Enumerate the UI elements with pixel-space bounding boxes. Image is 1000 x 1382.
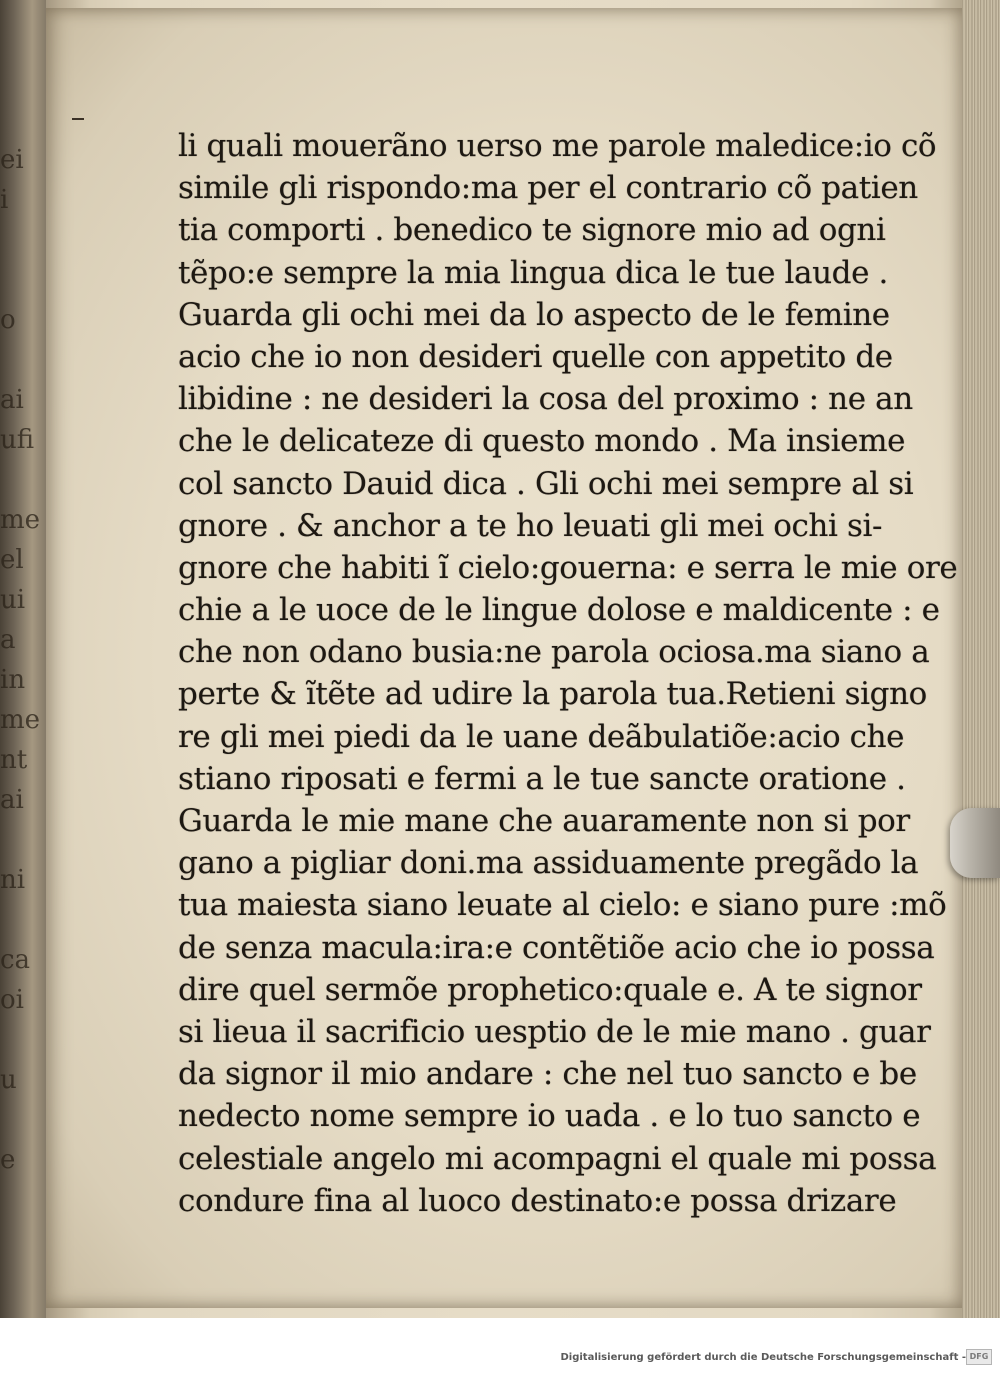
- page-stack-edge: [962, 0, 1000, 1318]
- left-page-fragment: u: [0, 1065, 17, 1095]
- left-page-fragment: oi: [0, 985, 24, 1015]
- text-line: re gli mei piedi da le uane deãbulatiõe:acio che: [178, 718, 905, 755]
- left-page-fragment: e: [0, 1145, 16, 1175]
- text-line: da signor il mio andare : che nel tuo sancto e be: [178, 1056, 917, 1093]
- text-line: stiano riposati e fermi a le tue sancte oratione .: [178, 760, 906, 797]
- text-line: libidine : ne desideri la cosa del proximo : ne an: [178, 381, 913, 418]
- left-page-fragment: me: [0, 505, 40, 535]
- left-page-fragment: ai: [0, 785, 24, 815]
- left-page-fragment: [0, 900, 40, 940]
- printed-text-block: [178, 125, 958, 1222]
- text-line: si lieua il sacrificio uesptio de le mie mano . guar: [178, 1013, 931, 1050]
- text-line: condure fina al luoco destinato:e possa drizare: [178, 1182, 897, 1219]
- left-page-fragment: [0, 820, 40, 860]
- left-page-fragment: i: [0, 185, 9, 215]
- text-line: perte & ĩtẽte ad udire la parola tua.Retieni signo: [178, 676, 927, 713]
- book-clasp: [950, 808, 1000, 878]
- left-page-fragment: ufi: [0, 425, 35, 455]
- left-page-fragment: ei: [0, 145, 24, 175]
- text-line: dire quel sermõe prophetico:quale e. A te signor: [178, 971, 922, 1008]
- left-page-fragment: ca: [0, 945, 31, 975]
- text-line: che non odano busia:ne parola ociosa.ma siano a: [178, 634, 930, 671]
- left-page-fragment: o: [0, 305, 16, 335]
- left-page-fragment: in: [0, 665, 26, 695]
- text-line: col sancto Dauid dica . Gli ochi mei sempre al si: [178, 465, 914, 502]
- text-line: de senza macula:ira:e contẽtiõe acio che io possa: [178, 929, 935, 966]
- text-line: gano a pigliar doni.ma assiduamente pregãdo la: [178, 845, 919, 882]
- text-line: tua maiesta siano leuate al cielo: e siano pure :mõ: [178, 887, 947, 924]
- left-page-fragment: ui: [0, 585, 26, 615]
- left-page-fragment: a: [0, 625, 16, 655]
- text-line: acio che io non desideri quelle con appetito de: [178, 338, 893, 375]
- text-line: simile gli rispondo:ma per el contrario cõ patien: [178, 170, 918, 207]
- left-page-fragment: el: [0, 545, 24, 575]
- text-line: gnore . & anchor a te ho leuati gli mei ochi si-: [178, 507, 883, 544]
- left-page-fragment: ai: [0, 385, 24, 415]
- footer-bar: [0, 1318, 1000, 1382]
- margin-mark: [72, 118, 84, 120]
- left-page-fragment: [0, 340, 40, 380]
- text-line: nedecto nome sempre io uada . e lo tuo sancto e: [178, 1098, 921, 1135]
- left-page-fragment: [0, 460, 40, 500]
- text-line: chie a le uoce de le lingue dolose e maldicente : e: [178, 592, 940, 629]
- text-line: gnore che habiti ĩ cielo:gouerna: e serra le mie ore: [178, 549, 958, 586]
- left-page-fragment: me: [0, 705, 40, 735]
- left-page-text-fragments: [0, 140, 40, 1240]
- text-line: Guarda le mie mane che auaramente non si por: [178, 803, 910, 839]
- left-page-fragment: [0, 1100, 40, 1140]
- text-line: Guarda gli ochi mei da lo aspecto de le femine: [178, 296, 890, 333]
- left-page-fragment: [0, 220, 40, 260]
- footer-credit: Digitalisierung gefördert durch die Deutsche Forschungsgemeinschaft -: [560, 1352, 966, 1363]
- text-line: che le delicateze di questo mondo . Ma insieme: [178, 423, 906, 460]
- left-page-fragment: [0, 1020, 40, 1060]
- text-line: tẽpo:e sempre la mia lingua dica le tue laude .: [178, 254, 888, 291]
- text-line: celestiale angelo mi acompagni el quale mi possa: [178, 1140, 937, 1177]
- left-page-fragment: nt: [0, 745, 28, 775]
- left-page-fragment: ni: [0, 865, 26, 895]
- text-line: tia comporti . benedico te signore mio ad ogni: [178, 212, 886, 249]
- dfg-logo-icon: DFG: [966, 1349, 992, 1365]
- text-line: li quali mouerãno uerso me parole maledice:io cõ: [178, 128, 937, 164]
- left-page-fragment: [0, 260, 40, 300]
